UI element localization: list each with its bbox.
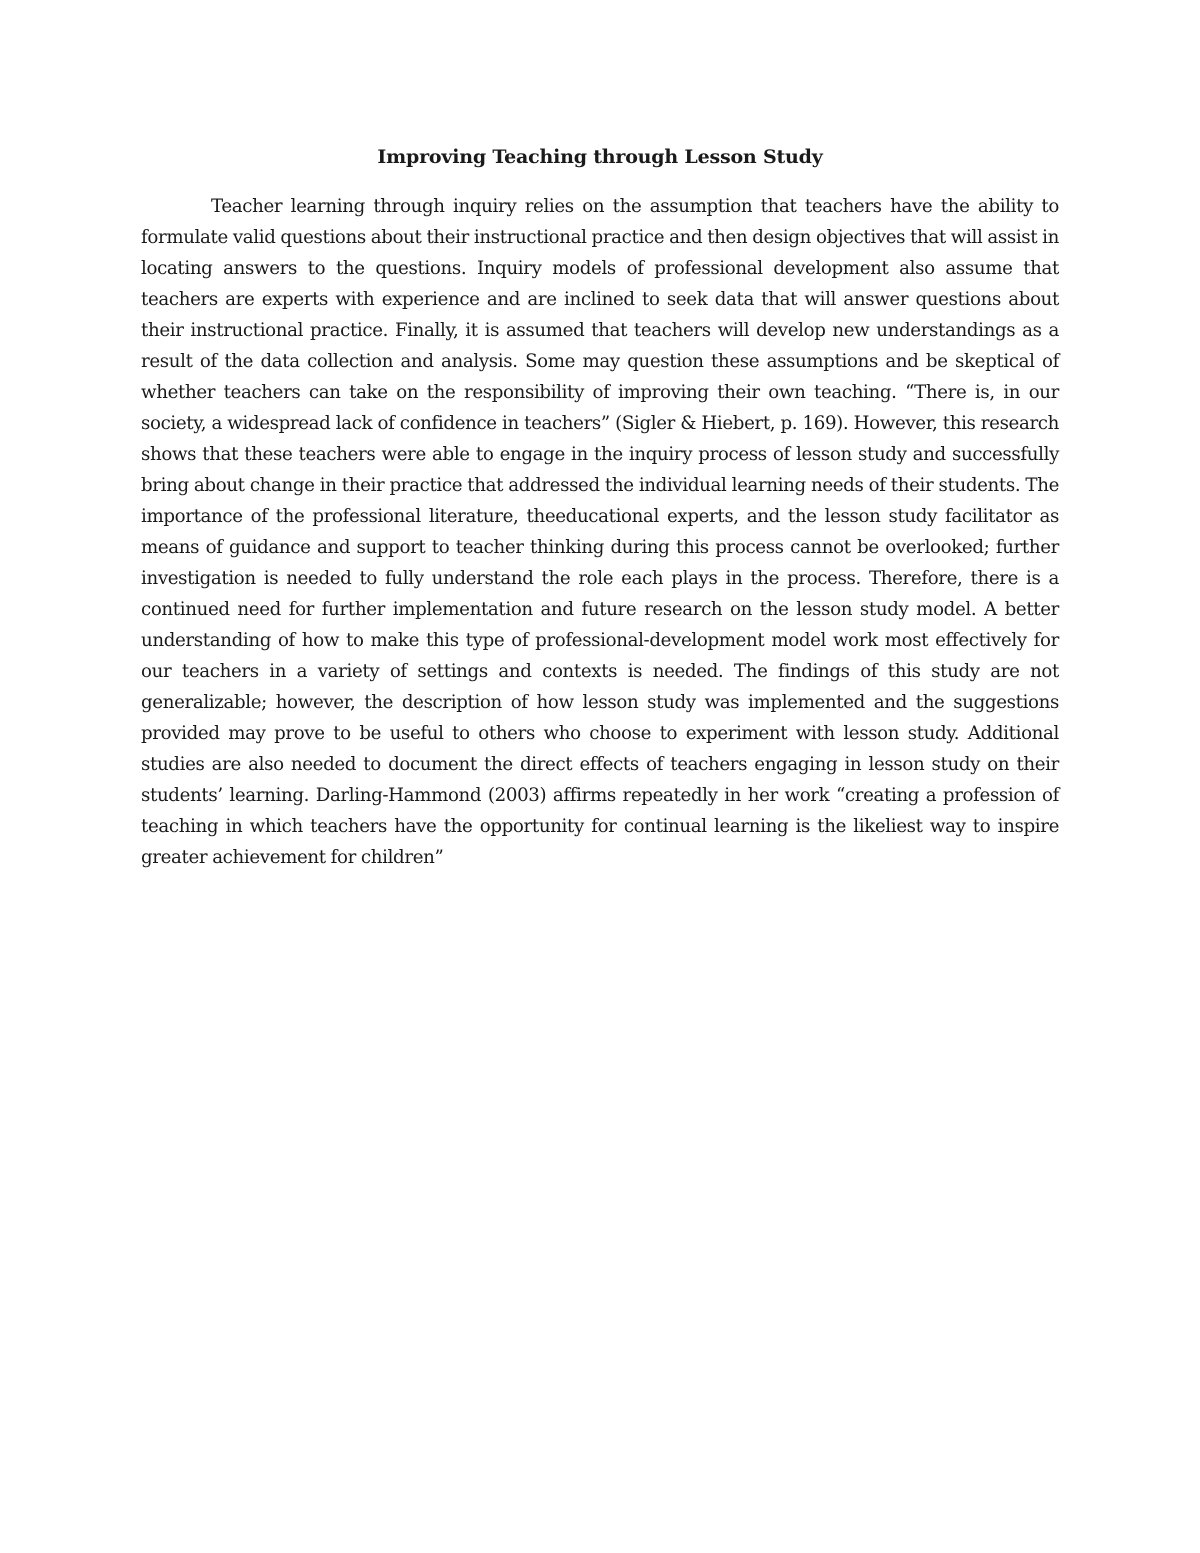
- body-paragraph: Teacher learning through inquiry relies on the assumption that teachers have the ability to formulate valid questions about their instructional practice and then design objectives that will assist in locating answers to the questions. Inquiry models of professional development also assume that teachers are experts with experience and are inclined to seek data that will answer questions about their instructional practice. Finally, it is assumed that teachers will develop new understandings as a result of the data collection and analysis. Some may question these assumptions and be skeptical of whether teachers can take on the responsibility of improving their own teaching. “There is, in our society, a widespread lack of confidence in teachers” (Sigler & Hiebert, p. 169). However, this research shows that these teachers were able to engage in the inquiry process of lesson study and successfully bring about change in their practice that addressed the individual learning needs of their students. The importance of the professional literature, theeducational experts, and the lesson study facilitator as means of guidance and support to teacher thinking during this process cannot be overlooked; further investigation is needed to fully understand the role each plays in the process. Therefore, there is a continued need for further implementation and future research on the lesson study model. A better understanding of how to make this type of professional-development model work most effectively for our teachers in a variety of settings and contexts is needed. The findings of this study are not generalizable; however, the description of how lesson study was implemented and the suggestions provided may prove to be useful to others who choose to experiment with lesson study. Additional studies are also needed to document the direct effects of teachers engaging in lesson study on their students’ learning. Darling-Hammond (2003) affirms repeatedly in her work “creating a profession of teaching in which teachers have the opportunity for continual learning is the likeliest way to inspire greater achievement for children”: [141, 196, 1059, 868]
- document-title: Improving Teaching through Lesson Study: [377, 146, 823, 168]
